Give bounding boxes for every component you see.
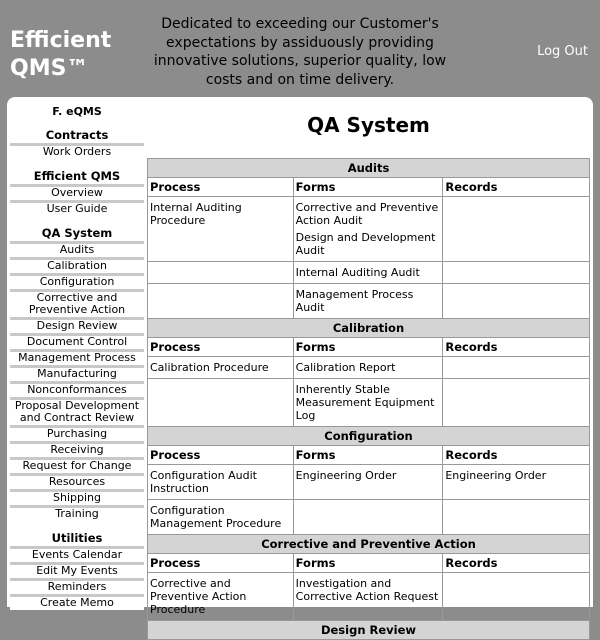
column-header-forms: Forms: [293, 178, 443, 197]
forms-cell: [293, 465, 443, 500]
table-row: [148, 262, 590, 284]
forms-cell: [293, 357, 443, 379]
column-header-records: Records: [443, 446, 590, 465]
tagline: Dedicated to exceeding our Customer's expectations by assiduously providing innovative solutions, superior quality, low costs and on time delivery.: [153, 16, 447, 88]
column-header-forms: Forms: [293, 446, 443, 465]
column-header-process: Process: [148, 178, 294, 197]
column-header-process: Process: [148, 338, 294, 357]
column-header-row: [148, 446, 590, 465]
section-header-row: [148, 535, 590, 554]
sidebar-item-user-guide[interactable]: User Guide: [10, 200, 144, 216]
sidebar-item-receiving[interactable]: Receiving: [10, 441, 144, 457]
table-row: [148, 465, 590, 500]
record-link[interactable]: Engineering Order: [445, 469, 547, 482]
column-header-forms: Forms: [293, 554, 443, 573]
content-panel: [7, 97, 593, 637]
form-link[interactable]: Engineering Order: [295, 469, 397, 482]
process-cell-link[interactable]: Configuration Management Procedure: [150, 504, 282, 530]
section-title: Calibration: [148, 319, 590, 338]
sidebar-nav: [10, 105, 144, 610]
forms-cell: [293, 284, 443, 319]
qa-system-table: [147, 158, 590, 640]
sidebar-section-efficient-qms: Efficient QMS: [33, 169, 121, 183]
form-link[interactable]: Corrective and Preventive Action Audit: [295, 201, 439, 227]
sidebar-section-qa-system: QA System: [41, 226, 113, 240]
column-header-row: [148, 178, 590, 197]
records-cell: [443, 379, 590, 427]
sidebar-item-nonconformances[interactable]: Nonconformances: [10, 381, 144, 397]
column-header-forms: Forms: [293, 338, 443, 357]
column-header-records: Records: [443, 554, 590, 573]
records-cell: [443, 500, 590, 535]
sidebar-item-request-for-change[interactable]: Request for Change: [10, 457, 144, 473]
process-cell: [148, 379, 294, 427]
process-cell: [148, 465, 294, 500]
logout-link[interactable]: Log Out: [537, 44, 588, 59]
sidebar-item-create-memo[interactable]: Create Memo: [10, 594, 144, 610]
sidebar-item-work-orders[interactable]: Work Orders: [10, 143, 144, 159]
sidebar-item-training[interactable]: Training: [10, 505, 144, 521]
forms-cell: [293, 573, 443, 621]
section-header-row: [148, 621, 590, 640]
sidebar-item-events-calendar[interactable]: Events Calendar: [10, 546, 144, 562]
column-header-process: Process: [148, 446, 294, 465]
section-title: Configuration: [148, 427, 590, 446]
forms-cell: [293, 197, 443, 262]
sidebar-item-edit-my-events[interactable]: Edit My Events: [10, 562, 144, 578]
sidebar-item-manufacturing[interactable]: Manufacturing: [10, 365, 144, 381]
table-row: [148, 379, 590, 427]
main-content: [147, 105, 590, 640]
records-cell: [443, 357, 590, 379]
sidebar-item-corrective-and-preventive-action[interactable]: Corrective and Preventive Action: [10, 289, 144, 317]
records-cell: [443, 197, 590, 262]
sidebar-item-configuration[interactable]: Configuration: [10, 273, 144, 289]
sidebar-item-overview[interactable]: Overview: [10, 184, 144, 200]
records-cell: [443, 573, 590, 621]
process-cell: [148, 262, 294, 284]
process-cell: [148, 284, 294, 319]
sidebar-item-proposal-development-and-contract-review[interactable]: Proposal Development and Contract Review: [10, 397, 144, 425]
process-cell-link[interactable]: Configuration Audit Instruction: [150, 469, 257, 495]
sidebar-item-audits[interactable]: Audits: [10, 241, 144, 257]
sidebar-item-design-review[interactable]: Design Review: [10, 317, 144, 333]
column-header-row: [148, 554, 590, 573]
sidebar-home-link[interactable]: F. eQMS: [52, 105, 102, 118]
page-header: [0, 0, 600, 96]
form-link[interactable]: Design and Development Audit: [295, 231, 436, 257]
forms-cell: [293, 500, 443, 535]
table-row: [148, 573, 590, 621]
sidebar-item-reminders[interactable]: Reminders: [10, 578, 144, 594]
forms-cell: [293, 379, 443, 427]
process-cell: [148, 357, 294, 379]
process-cell-link[interactable]: Calibration Procedure: [150, 361, 269, 374]
column-header-records: Records: [443, 338, 590, 357]
section-header-row: [148, 427, 590, 446]
sidebar-item-resources[interactable]: Resources: [10, 473, 144, 489]
section-header-row: [148, 159, 590, 178]
process-cell: [148, 197, 294, 262]
sidebar-section-contracts: Contracts: [45, 128, 109, 142]
sidebar-item-calibration[interactable]: Calibration: [10, 257, 144, 273]
form-link[interactable]: Internal Auditing Audit: [295, 266, 420, 279]
section-title: Audits: [148, 159, 590, 178]
sidebar-item-shipping[interactable]: Shipping: [10, 489, 144, 505]
table-row: [148, 357, 590, 379]
process-cell-link[interactable]: Corrective and Preventive Action Procedure: [150, 577, 247, 616]
forms-cell: [293, 262, 443, 284]
form-link[interactable]: Inherently Stable Measurement Equipment Log: [295, 383, 435, 422]
page-title: QA System: [307, 113, 430, 137]
table-row: [148, 500, 590, 535]
form-link[interactable]: Calibration Report: [295, 361, 396, 374]
records-cell: [443, 284, 590, 319]
column-header-records: Records: [443, 178, 590, 197]
process-cell: [148, 500, 294, 535]
table-row: [148, 197, 590, 262]
sidebar-item-management-process[interactable]: Management Process: [10, 349, 144, 365]
brand-logo[interactable]: Efficient QMS™: [10, 28, 112, 81]
records-cell: [443, 262, 590, 284]
section-title: Corrective and Preventive Action: [148, 535, 590, 554]
records-cell: [443, 465, 590, 500]
sidebar-section-utilities: Utilities: [51, 531, 103, 545]
table-row: [148, 284, 590, 319]
process-cell-link[interactable]: Internal Auditing Procedure: [150, 201, 242, 227]
form-link[interactable]: Management Process Audit: [295, 288, 414, 314]
section-header-row: [148, 319, 590, 338]
section-title: Design Review: [148, 621, 590, 640]
column-header-process: Process: [148, 554, 294, 573]
column-header-row: [148, 338, 590, 357]
process-cell: [148, 573, 294, 621]
sidebar-item-purchasing[interactable]: Purchasing: [10, 425, 144, 441]
form-link[interactable]: Investigation and Corrective Action Request: [295, 577, 439, 603]
sidebar-item-document-control[interactable]: Document Control: [10, 333, 144, 349]
